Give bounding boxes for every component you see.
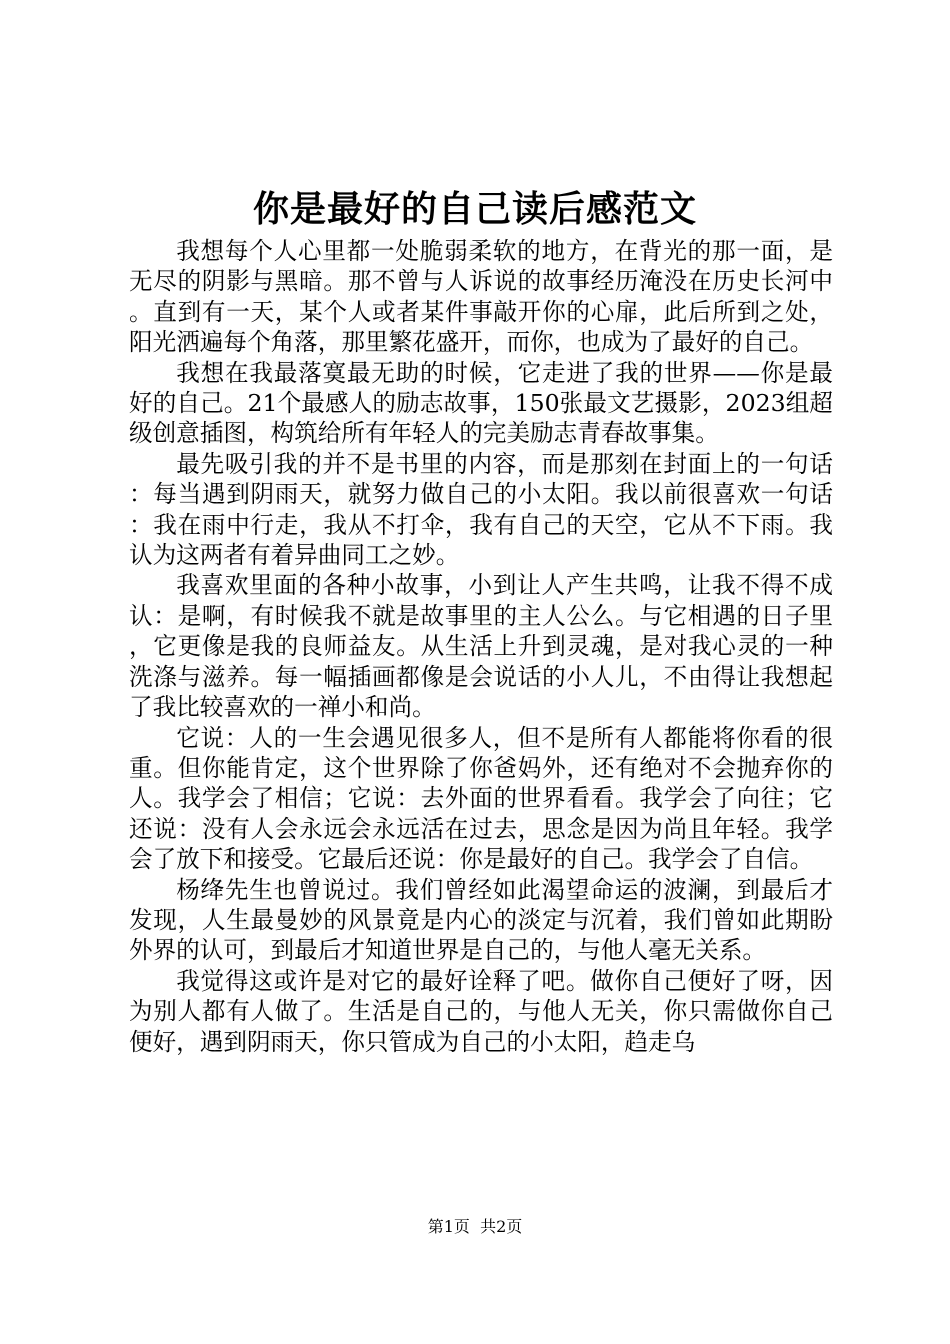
paragraph-2: 我想在我最落寞最无助的时候，它走进了我的世界——你是最好的自己。21个最感人的励志故事，150张最文艺摄影，2023组超级创意插图，构筑给所有年轻人的完美励志青春故事集。 [129, 358, 833, 448]
page-footer [0, 1215, 950, 1239]
page-total: 共2页 [480, 1217, 523, 1236]
paragraph-5: 它说：人的一生会遇见很多人，但不是所有人都能将你看的很重。但你能肯定，这个世界除了你爸妈外，还有绝对不会抛弃你的人。我学会了相信；它说：去外面的世界看看。我学会了向往；它还说：没有人会永远会永远活在过去，思念是因为尚且年轻。我学会了放下和接受。它最后还说：你是最好的自己。我学会了自信。 [129, 723, 833, 874]
paragraph-4: 我喜欢里面的各种小故事，小到让人产生共鸣，让我不得不成认：是啊，有时候我不就是故事里的主人公么。与它相遇的日子里，它更像是我的良师益友。从生活上升到灵魂，是对我心灵的一种洗涤与滋养。每一幅插画都像是会说话的小人儿，不由得让我想起了我比较喜欢的一禅小和尚。 [129, 571, 833, 722]
paragraph-6: 杨绛先生也曾说过。我们曾经如此渴望命运的波澜，到最后才发现，人生最曼妙的风景竟是内心的淡定与沉着，我们曾如此期盼外界的认可，到最后才知道世界是自己的，与他人毫无关系。 [129, 875, 833, 965]
paragraph-7: 我觉得这或许是对它的最好诠释了吧。做你自己便好了呀，因为别人都有人做了。生活是自己的，与他人无关，你只需做你自己便好，遇到阴雨天，你只管成为自己的小太阳，趋走乌 [129, 966, 833, 1056]
paragraph-3: 最先吸引我的并不是书里的内容，而是那刻在封面上的一句话：每当遇到阴雨天，就努力做自己的小太阳。我以前很喜欢一句话：我在雨中行走，我从不打伞，我有自己的天空，它从不下雨。我认为这两者有着异曲同工之妙。 [129, 449, 833, 570]
paragraph-1: 我想每个人心里都一处脆弱柔软的地方，在背光的那一面，是无尽的阴影与黑暗。那不曾与人诉说的故事经历淹没在历史长河中。直到有一天，某个人或者某件事敲开你的心扉，此后所到之处，阳光洒遍每个角落，那里繁花盛开，而你，也成为了最好的自己。 [129, 237, 833, 357]
footer-spacer [470, 1217, 480, 1236]
page-title: 你是最好的自己读后感范文 [252, 188, 697, 230]
article-body [129, 236, 833, 1057]
page-number: 第1页 [427, 1217, 470, 1236]
